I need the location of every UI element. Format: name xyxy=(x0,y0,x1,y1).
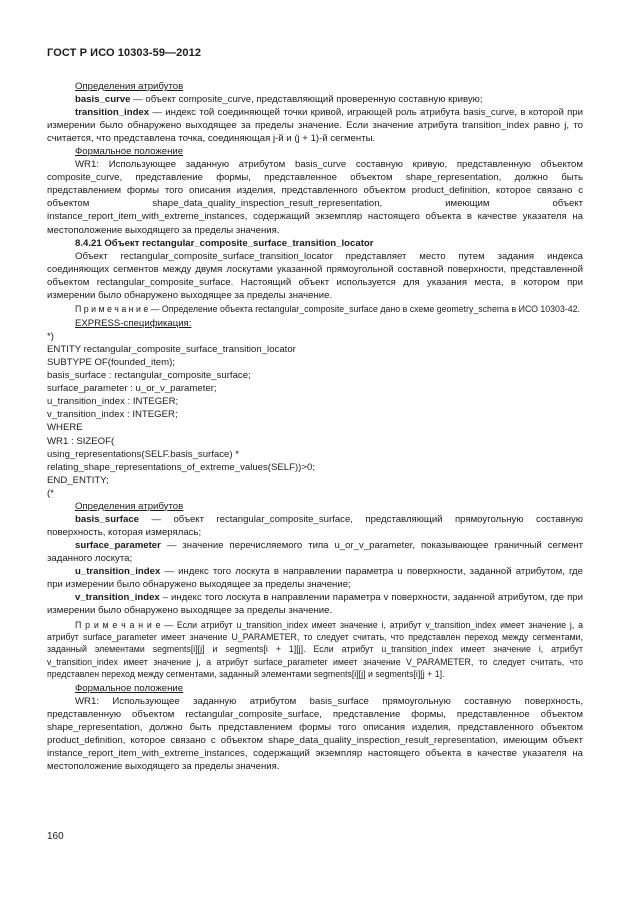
code-line: SUBTYPE OF(founded_item); xyxy=(47,357,175,369)
attr-heading-1: Определения атрибутов xyxy=(75,81,184,92)
note-2: П р и м е ч а н и е — Если атрибут u_transition_index имеет значение i, атрибут v_transition_index имеет значение j, а атрибут surface_parameter имеет значение U_PARAMETER, то следует считать, что представлен переход между сегментами, заданный элементами segments[i][j] и segments[i + 1][j]. Если атрибут u_transition_index имеет значение i, атрибут v_transition_index имеет значение j, а атрибут surface_parameter имеет значение V_PARAMETER, то следует считать, что представлен переход между сегментами, заданный элементами segments[i][j] и segments[i][j + 1]. xyxy=(47,619,583,679)
note-1: П р и м е ч а н и е — Определение объекта rectangular_composite_surface дано в схеме geometry_schema в ИСО 10303-42. xyxy=(75,304,581,315)
code-line: using_representations(SELF.basis_surface) * xyxy=(47,448,239,460)
code-line: *) xyxy=(47,331,54,343)
attr-heading-2: Определения атрибутов xyxy=(75,500,184,512)
attr-list-1 xyxy=(47,93,583,145)
attr-name: basis_curve xyxy=(75,94,131,106)
code-line: v_transition_index : INTEGER; xyxy=(47,409,178,421)
attr-name: u_transition_index xyxy=(75,565,161,577)
code-line: u_transition_index : INTEGER; xyxy=(47,396,179,408)
code-line: relating_shape_representations_of_extreme_values(SELF))>0; xyxy=(47,461,315,473)
code-line: END_ENTITY; xyxy=(47,474,109,486)
code-line: ENTITY rectangular_composite_surface_transition_locator xyxy=(47,344,296,356)
express-code xyxy=(47,330,583,500)
section-paragraph: Объект rectangular_composite_surface_transition_locator представляет место путем задания индекса соединяющих сегментов между двумя лоскутами указанной прямоугольной составной поверхности, представленной объектом rectangular_composite_surface. Настоящий объект используется для указания места, в котором при измерении было обнаружено выходящее за пределы значение. xyxy=(47,250,583,301)
page-header: ГОСТ Р ИСО 10303-59—2012 xyxy=(47,47,202,59)
formal-rule-2: WR1: Использующее заданную атрибутом basis_surface прямоугольную составную поверхность, представленную объектом rectangular_composite_surface, представление формы, представленное объектом shape_representation, должно быть представлением формы того описания изделия, представленного объектом product_definition, которое связано с объектом shape_data_quality_inspection_result_representation, имеющим объект instance_report_item_with_extreme_instances, содержащий экземпляр настоящего объекта в качестве указателя на местоположение выходящего за пределы значения. xyxy=(47,695,583,772)
attr-name: v_transition_index xyxy=(75,592,160,604)
attr-list-2 xyxy=(47,513,583,617)
attr-def xyxy=(47,591,583,617)
section-heading: 8.4.21 Объект rectangular_composite_surface_transition_locator xyxy=(75,237,374,249)
attr-def xyxy=(47,565,583,591)
attr-text: – индекс того лоскута в направлении параметра v поверхности, заданной атрибутом, где при измерении было обнаружено выходящее за пределы значение. xyxy=(47,592,583,617)
attr-def xyxy=(47,106,583,145)
attr-name: transition_index xyxy=(75,107,150,119)
attr-text: — объект composite_curve, представляющий проверенную составную кривую; xyxy=(130,94,483,106)
attr-def xyxy=(47,93,583,106)
code-line: (* xyxy=(47,487,54,499)
attr-def xyxy=(47,513,583,539)
attr-text: — объект rectangular_composite_surface, представляющий прямоугольную составную поверхность, которая измерялась; xyxy=(47,513,583,538)
code-line: basis_surface : rectangular_composite_surface; xyxy=(47,370,251,382)
formal-rule-1: WR1: Использующее заданную атрибутом basis_curve составную кривую, представленную объектом composite_curve, представление формы, представленное объектом shape_representation, должно быть представлением формы того описания изделия, представленного объектом product_definition, которое связано с объектом shape_data_quality_inspection_result_representation, имеющим объект instance_report_item_with_extreme_instances, содержащий экземпляр настоящего объекта в качестве указателя на местоположение выходящего за пределы значения. xyxy=(47,159,583,236)
code-line: WR1 : SIZEOF( xyxy=(47,435,115,447)
formal-heading-2: Формальное положение xyxy=(75,682,184,694)
attr-text: — значение перечисляемого типа u_or_v_parameter, показывающее граничный сегмент заданного лоскута; xyxy=(47,539,583,564)
page-number: 160 xyxy=(47,831,64,842)
attr-def xyxy=(47,539,583,565)
page-content xyxy=(47,80,583,773)
formal-heading-1: Формальное положение xyxy=(75,146,184,158)
attr-name: surface_parameter xyxy=(75,539,161,551)
attr-text: — индекс того лоскута в направлении параметра u поверхности, заданной атрибутом, где при измерении было обнаружено выходящее за пределы значение; xyxy=(47,565,583,591)
attr-name: basis_surface xyxy=(75,513,139,525)
attr-text: — индекс той соединяющей точки кривой, играющей роль атрибута basis_curve, в которой при измерении было обнаружено выходящее за пределы значение. Если значение атрибута transition_index равно j, то считается, что представлена точка, соединяющая j-й и (j + 1)-й сегменты. xyxy=(47,107,583,145)
code-line: WHERE xyxy=(47,422,83,434)
express-heading: EXPRESS-спецификация: xyxy=(75,318,192,330)
code-line: surface_parameter : u_or_v_parameter; xyxy=(47,383,217,395)
